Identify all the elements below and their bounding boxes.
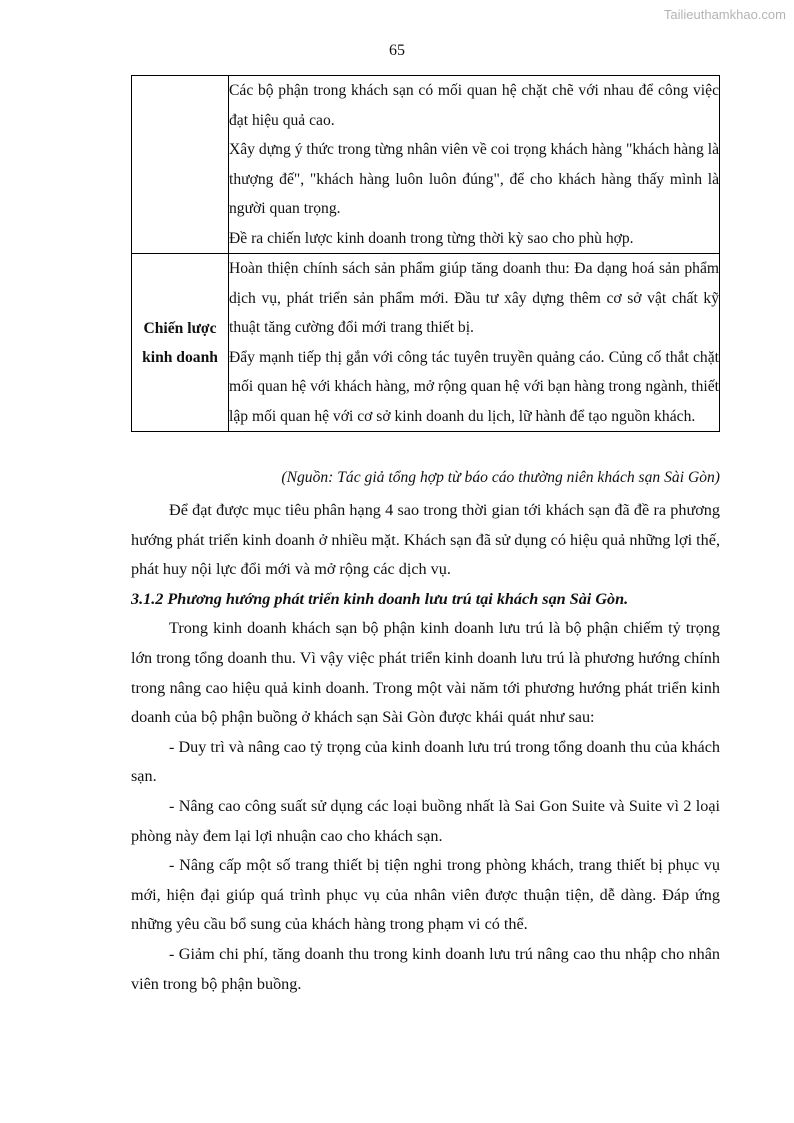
table-line: Xây dựng ý thức trong từng nhân viên về coi trọng khách hàng "khách hàng là thượng đế", "khách hàng luôn luôn đúng", để cho khách hàng thấy mình là người quan trọng. (229, 141, 719, 217)
table-row (132, 254, 720, 432)
table-row (132, 76, 720, 254)
page-number: 65 (389, 42, 405, 59)
list-item: - Nâng cấp một số trang thiết bị tiện nghi trong phòng khách, trang thiết bị phục vụ mới, hiện đại giúp quá trình phục vụ của nhân viên được thuận tiện, dễ dàng. Đáp ứng những yêu cầu bổ sung của khách hàng trong phạm vi có thể. (131, 856, 720, 934)
row-content-cell (229, 254, 720, 432)
list-item: - Nâng cao công suất sử dụng các loại buồng nhất là Sai Gon Suite và Suite vì 2 loại phòng này đem lại lợi nhuận cao cho khách sạn. (131, 796, 720, 845)
row-label-line2: kinh doanh (142, 348, 218, 366)
list-item: - Duy trì và nâng cao tỷ trọng của kinh doanh lưu trú trong tổng doanh thu của khách sạn. (131, 737, 720, 786)
table-line: Đẩy mạnh tiếp thị gắn với công tác tuyên truyền quảng cáo. Củng cố thắt chặt mối quan hệ với khách hàng, mở rộng quan hệ với bạn hàng trong ngành, thiết lập mối quan hệ với cơ sở kinh doanh du lịch, lữ hành để tạo nguồn khách. (229, 348, 719, 425)
body-text (131, 496, 720, 999)
table-line: Đề ra chiến lược kinh doanh trong từng thời kỳ sao cho phù hợp. (229, 229, 634, 247)
table-line: Các bộ phận trong khách sạn có mối quan hệ chặt chẽ với nhau để công việc đạt hiệu quả cao. (229, 82, 719, 129)
table-line: Hoàn thiện chính sách sản phẩm giúp tăng doanh thu: Đa dạng hoá sản phẩm dịch vụ, phát triển sản phẩm mới. Đầu tư xây dựng thêm cơ sở vật chất kỹ thuật tăng cường đổi mới trang thiết bị. (229, 260, 719, 336)
strategy-table (131, 75, 720, 432)
row-content-cell (229, 76, 720, 254)
row-label-cell (132, 76, 229, 254)
paragraph: Trong kinh doanh khách sạn bộ phận kinh doanh lưu trú là bộ phận chiếm tỷ trọng lớn trong tổng doanh thu. Vì vậy việc phát triển kinh doanh lưu trú là phương hướng chính trong nâng cao hiệu quả kinh doanh. Trong một vài năm tới phương hướng phát triển kinh doanh của bộ phận buồng ở khách sạn Sài Gòn được khái quát như sau: (131, 619, 720, 727)
paragraph: Để đạt được mục tiêu phân hạng 4 sao trong thời gian tới khách sạn đã đề ra phương hướng phát triển kinh doanh ở nhiều mặt. Khách sạn đã sử dụng có hiệu quả những lợi thế, phát huy nội lực đổi mới và mở rộng các dịch vụ. (131, 501, 720, 579)
row-label-line1: Chiến lược (143, 319, 217, 337)
section-heading: 3.1.2 Phương hướng phát triển kinh doanh lưu trú tại khách sạn Sài Gòn. (131, 589, 629, 608)
watermark: Tailieuthamkhao.com (663, 7, 786, 22)
list-item: - Giảm chi phí, tăng doanh thu trong kinh doanh lưu trú nâng cao thu nhập cho nhân viên trong bộ phận buồng. (131, 944, 720, 993)
row-label-cell (132, 254, 229, 432)
table-source-note: (Nguồn: Tác giả tổng hợp từ báo cáo thường niên khách sạn Sài Gòn) (281, 469, 720, 486)
